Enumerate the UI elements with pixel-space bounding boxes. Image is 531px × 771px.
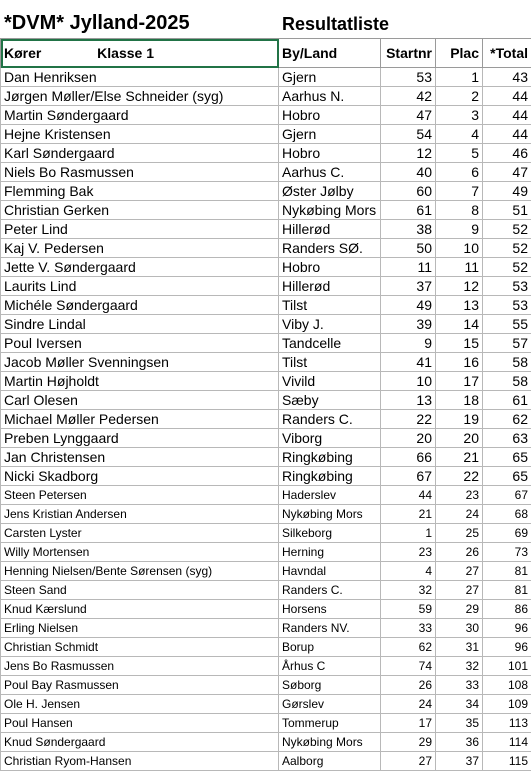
table-row — [1, 543, 531, 562]
startnr-cell[interactable]: 66 — [381, 448, 436, 467]
table-row — [1, 429, 531, 448]
table-row — [1, 353, 531, 372]
startnr-cell[interactable]: 47 — [381, 106, 436, 125]
place-cell[interactable]: 1 — [436, 68, 483, 87]
city-cell[interactable]: Tilst — [279, 353, 381, 372]
city-cell[interactable]: Gjern — [279, 125, 381, 144]
total-cell[interactable]: 65 — [483, 467, 531, 486]
startnr-cell[interactable]: 23 — [381, 543, 436, 562]
startnr-cell[interactable]: 53 — [381, 68, 436, 87]
driver-name-cell[interactable]: Preben Lynggaard — [1, 429, 279, 448]
table-row — [1, 600, 531, 619]
results-body — [1, 68, 531, 771]
startnr-cell[interactable]: 22 — [381, 410, 436, 429]
driver-name-cell[interactable]: Martin Søndergaard — [1, 106, 279, 125]
driver-name-cell[interactable]: Karl Søndergaard — [1, 144, 279, 163]
city-cell[interactable]: Søborg — [279, 676, 381, 695]
startnr-cell[interactable]: 29 — [381, 733, 436, 752]
startnr-cell[interactable]: 32 — [381, 581, 436, 600]
startnr-cell[interactable]: 24 — [381, 695, 436, 714]
total-cell[interactable]: 73 — [483, 543, 531, 562]
startnr-cell[interactable]: 41 — [381, 353, 436, 372]
place-cell[interactable]: 20 — [436, 429, 483, 448]
total-cell[interactable]: 81 — [483, 562, 531, 581]
total-cell[interactable]: 57 — [483, 334, 531, 353]
driver-name-cell[interactable]: Christian Gerken — [1, 201, 279, 220]
table-row — [1, 106, 531, 125]
total-cell[interactable]: 49 — [483, 182, 531, 201]
total-cell[interactable]: 44 — [483, 106, 531, 125]
table-row — [1, 334, 531, 353]
table-row — [1, 239, 531, 258]
place-cell[interactable]: 17 — [436, 372, 483, 391]
city-cell[interactable]: Randers C. — [279, 581, 381, 600]
table-row — [1, 296, 531, 315]
driver-name-cell[interactable]: Niels Bo Rasmussen — [1, 163, 279, 182]
table-row — [1, 163, 531, 182]
startnr-cell[interactable]: 38 — [381, 220, 436, 239]
place-cell[interactable]: 25 — [436, 524, 483, 543]
startnr-cell[interactable]: 60 — [381, 182, 436, 201]
driver-name-cell[interactable]: Nicki Skadborg — [1, 467, 279, 486]
table-row — [1, 391, 531, 410]
total-cell[interactable]: 53 — [483, 277, 531, 296]
total-cell[interactable]: 81 — [483, 581, 531, 600]
startnr-cell[interactable]: 20 — [381, 429, 436, 448]
results-table — [0, 38, 531, 771]
total-cell[interactable]: 47 — [483, 163, 531, 182]
city-cell[interactable]: Ringkøbing — [279, 467, 381, 486]
table-row — [1, 581, 531, 600]
table-row — [1, 676, 531, 695]
startnr-cell[interactable]: 42 — [381, 87, 436, 106]
total-cell[interactable]: 63 — [483, 429, 531, 448]
table-row — [1, 68, 531, 87]
total-cell[interactable]: 114 — [483, 733, 531, 752]
startnr-cell[interactable]: 10 — [381, 372, 436, 391]
startnr-cell[interactable]: 44 — [381, 486, 436, 505]
total-cell[interactable]: 52 — [483, 220, 531, 239]
header-total[interactable]: *Total — [483, 39, 531, 68]
header-city[interactable]: By/Land — [279, 39, 381, 68]
city-cell[interactable]: Aarhus C. — [279, 163, 381, 182]
place-cell[interactable]: 23 — [436, 486, 483, 505]
driver-name-cell[interactable]: Carl Olesen — [1, 391, 279, 410]
table-row — [1, 695, 531, 714]
title-row — [0, 0, 531, 38]
city-cell[interactable]: Viby J. — [279, 315, 381, 334]
header-driver-cell[interactable] — [1, 39, 279, 68]
table-row — [1, 657, 531, 676]
startnr-cell[interactable]: 62 — [381, 638, 436, 657]
city-cell[interactable]: Tilst — [279, 296, 381, 315]
city-cell[interactable]: Vivild — [279, 372, 381, 391]
place-cell[interactable]: 2 — [436, 87, 483, 106]
driver-name-cell[interactable]: Jens Kristian Andersen — [1, 505, 279, 524]
table-row — [1, 638, 531, 657]
startnr-cell[interactable]: 21 — [381, 505, 436, 524]
table-row — [1, 714, 531, 733]
driver-name-cell[interactable]: Michéle Søndergaard — [1, 296, 279, 315]
driver-name-cell[interactable]: Martin Højholdt — [1, 372, 279, 391]
place-cell[interactable]: 7 — [436, 182, 483, 201]
driver-name-cell[interactable]: Michael Møller Pedersen — [1, 410, 279, 429]
place-cell[interactable]: 13 — [436, 296, 483, 315]
startnr-cell[interactable]: 4 — [381, 562, 436, 581]
place-cell[interactable]: 26 — [436, 543, 483, 562]
place-cell[interactable]: 22 — [436, 467, 483, 486]
place-cell[interactable]: 35 — [436, 714, 483, 733]
place-cell[interactable]: 29 — [436, 600, 483, 619]
place-cell[interactable]: 10 — [436, 239, 483, 258]
city-cell[interactable]: Hillerød — [279, 220, 381, 239]
driver-name-cell[interactable]: Steen Sand — [1, 581, 279, 600]
total-cell[interactable]: 44 — [483, 87, 531, 106]
city-cell[interactable]: Gjern — [279, 68, 381, 87]
total-cell[interactable]: 44 — [483, 125, 531, 144]
total-cell[interactable]: 62 — [483, 410, 531, 429]
header-place[interactable]: Plac — [436, 39, 483, 68]
place-cell[interactable]: 12 — [436, 277, 483, 296]
city-cell[interactable]: Nykøbing Mors — [279, 505, 381, 524]
driver-name-cell[interactable]: Flemming Bak — [1, 182, 279, 201]
table-row — [1, 258, 531, 277]
place-cell[interactable]: 31 — [436, 638, 483, 657]
city-cell[interactable]: Randers SØ. — [279, 239, 381, 258]
driver-name-cell[interactable]: Ole H. Jensen — [1, 695, 279, 714]
total-cell[interactable]: 58 — [483, 353, 531, 372]
place-cell[interactable]: 8 — [436, 201, 483, 220]
table-row — [1, 220, 531, 239]
place-cell[interactable]: 30 — [436, 619, 483, 638]
total-cell[interactable]: 51 — [483, 201, 531, 220]
city-cell[interactable]: Aalborg — [279, 752, 381, 771]
table-row — [1, 315, 531, 334]
place-cell[interactable]: 37 — [436, 752, 483, 771]
startnr-cell[interactable]: 12 — [381, 144, 436, 163]
city-cell[interactable]: Havndal — [279, 562, 381, 581]
total-cell[interactable]: 46 — [483, 144, 531, 163]
city-cell[interactable]: Horsens — [279, 600, 381, 619]
total-cell[interactable]: 86 — [483, 600, 531, 619]
total-cell[interactable]: 108 — [483, 676, 531, 695]
city-cell[interactable]: Hobro — [279, 258, 381, 277]
place-cell[interactable]: 32 — [436, 657, 483, 676]
table-row — [1, 277, 531, 296]
total-cell[interactable]: 68 — [483, 505, 531, 524]
driver-name-cell[interactable]: Christian Ryom-Hansen — [1, 752, 279, 771]
startnr-cell[interactable]: 27 — [381, 752, 436, 771]
driver-name-cell[interactable]: Jette V. Søndergaard — [1, 258, 279, 277]
startnr-cell[interactable]: 26 — [381, 676, 436, 695]
driver-name-cell[interactable]: Kaj V. Pedersen — [1, 239, 279, 258]
table-row — [1, 410, 531, 429]
driver-name-cell[interactable]: Jens Bo Rasmussen — [1, 657, 279, 676]
driver-name-cell[interactable]: Knud Søndergaard — [1, 733, 279, 752]
driver-name-cell[interactable]: Sindre Lindal — [1, 315, 279, 334]
startnr-cell[interactable]: 13 — [381, 391, 436, 410]
startnr-cell[interactable]: 59 — [381, 600, 436, 619]
city-cell[interactable]: Hillerød — [279, 277, 381, 296]
table-row — [1, 467, 531, 486]
place-cell[interactable]: 3 — [436, 106, 483, 125]
city-cell[interactable]: Århus C — [279, 657, 381, 676]
city-cell[interactable]: Tandcelle — [279, 334, 381, 353]
city-cell[interactable]: Gørslev — [279, 695, 381, 714]
total-cell[interactable]: 67 — [483, 486, 531, 505]
driver-name-cell[interactable]: Poul Hansen — [1, 714, 279, 733]
total-cell[interactable]: 115 — [483, 752, 531, 771]
total-cell[interactable]: 101 — [483, 657, 531, 676]
driver-name-cell[interactable]: Carsten Lyster — [1, 524, 279, 543]
total-cell[interactable]: 52 — [483, 239, 531, 258]
table-row — [1, 505, 531, 524]
startnr-cell[interactable]: 33 — [381, 619, 436, 638]
driver-name-cell[interactable]: Jan Christensen — [1, 448, 279, 467]
city-cell[interactable]: Haderslev — [279, 486, 381, 505]
city-cell[interactable]: Herning — [279, 543, 381, 562]
driver-name-cell[interactable]: Steen Petersen — [1, 486, 279, 505]
place-cell[interactable]: 18 — [436, 391, 483, 410]
startnr-cell[interactable]: 9 — [381, 334, 436, 353]
place-cell[interactable]: 27 — [436, 581, 483, 600]
driver-name-cell[interactable]: Dan Henriksen — [1, 68, 279, 87]
place-cell[interactable]: 9 — [436, 220, 483, 239]
driver-name-cell[interactable]: Poul Bay Rasmussen — [1, 676, 279, 695]
table-row — [1, 752, 531, 771]
city-cell[interactable]: Hobro — [279, 106, 381, 125]
startnr-cell[interactable]: 74 — [381, 657, 436, 676]
city-cell[interactable]: Øster Jølby — [279, 182, 381, 201]
header-row — [1, 39, 531, 68]
startnr-cell[interactable]: 37 — [381, 277, 436, 296]
header-class: Klasse 1 — [97, 45, 154, 61]
startnr-cell[interactable]: 54 — [381, 125, 436, 144]
city-cell[interactable]: Silkeborg — [279, 524, 381, 543]
startnr-cell[interactable]: 39 — [381, 315, 436, 334]
place-cell[interactable]: 4 — [436, 125, 483, 144]
total-cell[interactable]: 113 — [483, 714, 531, 733]
header-driver: Kører — [4, 45, 41, 61]
table-row — [1, 182, 531, 201]
table-row — [1, 144, 531, 163]
place-cell[interactable]: 36 — [436, 733, 483, 752]
place-cell[interactable]: 21 — [436, 448, 483, 467]
total-cell[interactable]: 65 — [483, 448, 531, 467]
total-cell[interactable]: 52 — [483, 258, 531, 277]
driver-name-cell[interactable]: Hejne Kristensen — [1, 125, 279, 144]
driver-name-cell[interactable]: Willy Mortensen — [1, 543, 279, 562]
city-cell[interactable]: Hobro — [279, 144, 381, 163]
place-cell[interactable]: 5 — [436, 144, 483, 163]
place-cell[interactable]: 15 — [436, 334, 483, 353]
startnr-cell[interactable]: 11 — [381, 258, 436, 277]
city-cell[interactable]: Borup — [279, 638, 381, 657]
city-cell[interactable]: Ringkøbing — [279, 448, 381, 467]
place-cell[interactable]: 33 — [436, 676, 483, 695]
startnr-cell[interactable]: 40 — [381, 163, 436, 182]
table-row — [1, 486, 531, 505]
header-startnr[interactable]: Startnr — [381, 39, 436, 68]
driver-name-cell[interactable]: Jacob Møller Svenningsen — [1, 353, 279, 372]
startnr-cell[interactable]: 17 — [381, 714, 436, 733]
place-cell[interactable]: 34 — [436, 695, 483, 714]
city-cell[interactable]: Randers NV. — [279, 619, 381, 638]
total-cell[interactable]: 61 — [483, 391, 531, 410]
city-cell[interactable]: Viborg — [279, 429, 381, 448]
city-cell[interactable]: Tommerup — [279, 714, 381, 733]
place-cell[interactable]: 27 — [436, 562, 483, 581]
total-cell[interactable]: 58 — [483, 372, 531, 391]
total-cell[interactable]: 69 — [483, 524, 531, 543]
city-cell[interactable]: Randers C. — [279, 410, 381, 429]
table-row — [1, 562, 531, 581]
city-cell[interactable]: Aarhus N. — [279, 87, 381, 106]
driver-name-cell[interactable]: Jørgen Møller/Else Schneider (syg) — [1, 87, 279, 106]
startnr-cell[interactable]: 49 — [381, 296, 436, 315]
driver-name-cell[interactable]: Peter Lind — [1, 220, 279, 239]
total-cell[interactable]: 96 — [483, 638, 531, 657]
city-cell[interactable]: Nykøbing Mors — [279, 201, 381, 220]
driver-name-cell[interactable]: Knud Kærslund — [1, 600, 279, 619]
startnr-cell[interactable]: 67 — [381, 467, 436, 486]
place-cell[interactable]: 24 — [436, 505, 483, 524]
total-cell[interactable]: 55 — [483, 315, 531, 334]
driver-name-cell[interactable]: Henning Nielsen/Bente Sørensen (syg) — [1, 562, 279, 581]
table-row — [1, 372, 531, 391]
place-cell[interactable]: 6 — [436, 163, 483, 182]
table-row — [1, 201, 531, 220]
startnr-cell[interactable]: 1 — [381, 524, 436, 543]
table-row — [1, 448, 531, 467]
place-cell[interactable]: 19 — [436, 410, 483, 429]
event-title[interactable]: *DVM* Jylland-2025 — [4, 12, 190, 35]
total-cell[interactable]: 53 — [483, 296, 531, 315]
city-cell[interactable]: Nykøbing Mors — [279, 733, 381, 752]
driver-name-cell[interactable]: Laurits Lind — [1, 277, 279, 296]
total-cell[interactable]: 96 — [483, 619, 531, 638]
table-row — [1, 125, 531, 144]
driver-name-cell[interactable]: Christian Schmidt — [1, 638, 279, 657]
driver-name-cell[interactable]: Erling Nielsen — [1, 619, 279, 638]
place-cell[interactable]: 11 — [436, 258, 483, 277]
table-row — [1, 733, 531, 752]
startnr-cell[interactable]: 50 — [381, 239, 436, 258]
total-cell[interactable]: 109 — [483, 695, 531, 714]
table-row — [1, 87, 531, 106]
place-cell[interactable]: 16 — [436, 353, 483, 372]
table-row — [1, 619, 531, 638]
startnr-cell[interactable]: 61 — [381, 201, 436, 220]
city-cell[interactable]: Sæby — [279, 391, 381, 410]
total-cell[interactable]: 43 — [483, 68, 531, 87]
results-title[interactable]: Resultatliste — [282, 14, 389, 35]
driver-name-cell[interactable]: Poul Iversen — [1, 334, 279, 353]
place-cell[interactable]: 14 — [436, 315, 483, 334]
table-row — [1, 524, 531, 543]
